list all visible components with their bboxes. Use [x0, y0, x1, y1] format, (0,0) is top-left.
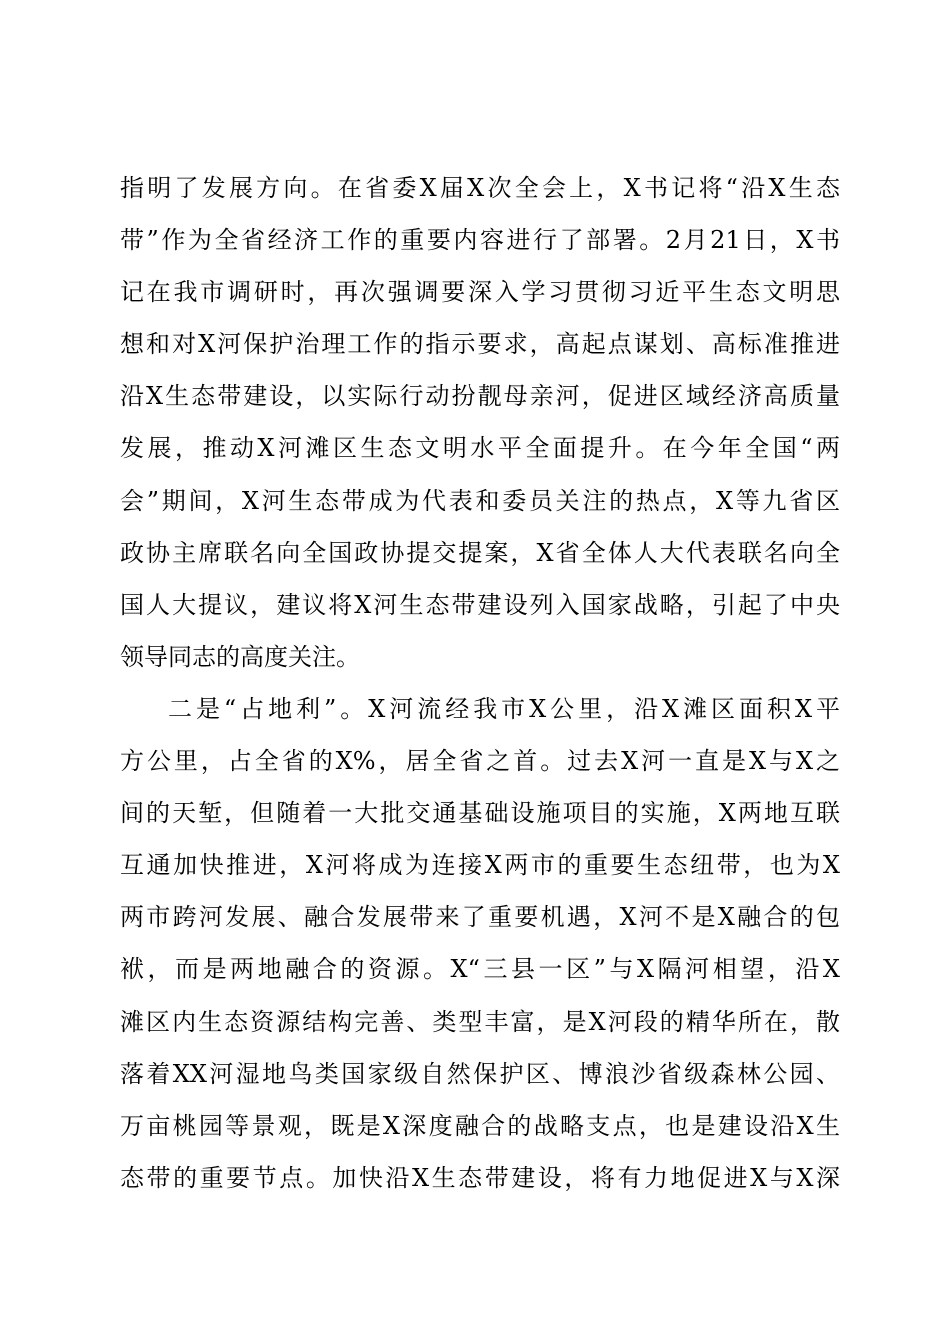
paragraph-first-line: 二是“占地利”。X河流经我市X公里，沿X滩区面积X平 — [168, 694, 840, 723]
text-line: 政协主席联名向全国政协提交提案，X省全体人大代表联名向全 — [120, 538, 840, 567]
text-line: 指明了发展方向。在省委X届X次全会上，X书记将“沿X生态 — [120, 174, 840, 202]
text-line: 带”作为全省经济工作的重要内容进行了部署。2月21日，X书 — [120, 226, 840, 255]
text-line: 会”期间，X河生态带成为代表和委员关注的热点，X等九省区 — [120, 486, 840, 515]
text-line: 万亩桃园等景观，既是X深度融合的战略支点，也是建设沿X生 — [120, 1111, 840, 1140]
text-line: 滩区内生态资源结构完善、类型丰富，是X河段的精华所在，散 — [120, 1007, 840, 1036]
text-line: 间的天堑，但随着一大批交通基础设施项目的实施，X两地互联 — [120, 799, 840, 828]
text-line: 发展，推动X河滩区生态文明水平全面提升。在今年全国“两 — [120, 434, 840, 463]
body-text — [120, 162, 840, 1204]
text-line: 方公里，占全省的X%，居全省之首。过去X河一直是X与X之 — [120, 747, 840, 776]
paragraph-end-line: 领导同志的高度关注。 — [120, 642, 360, 671]
text-line: 互通加快推进，X河将成为连接X两市的重要生态纽带，也为X — [120, 851, 840, 880]
text-line: 国人大提议，建议将X河生态带建设列入国家战略，引起了中央 — [120, 590, 840, 619]
text-line: 两市跨河发展、融合发展带来了重要机遇，X河不是X融合的包 — [120, 903, 840, 932]
text-line: 态带的重要节点。加快沿X生态带建设，将有力地促进X与X深 — [120, 1163, 840, 1192]
text-line: 记在我市调研时，再次强调要深入学习贯彻习近平生态文明思 — [120, 278, 840, 307]
text-line: 落着XX河湿地鸟类国家级自然保护区、博浪沙省级森林公园、 — [120, 1059, 840, 1088]
text-line: 沿X生态带建设，以实际行动扮靓母亲河，促进区域经济高质量 — [120, 382, 840, 411]
text-line: 想和对X河保护治理工作的指示要求，高起点谋划、高标准推进 — [120, 330, 840, 359]
text-line: 袱，而是两地融合的资源。X“三县一区”与X隔河相望，沿X — [120, 955, 840, 984]
